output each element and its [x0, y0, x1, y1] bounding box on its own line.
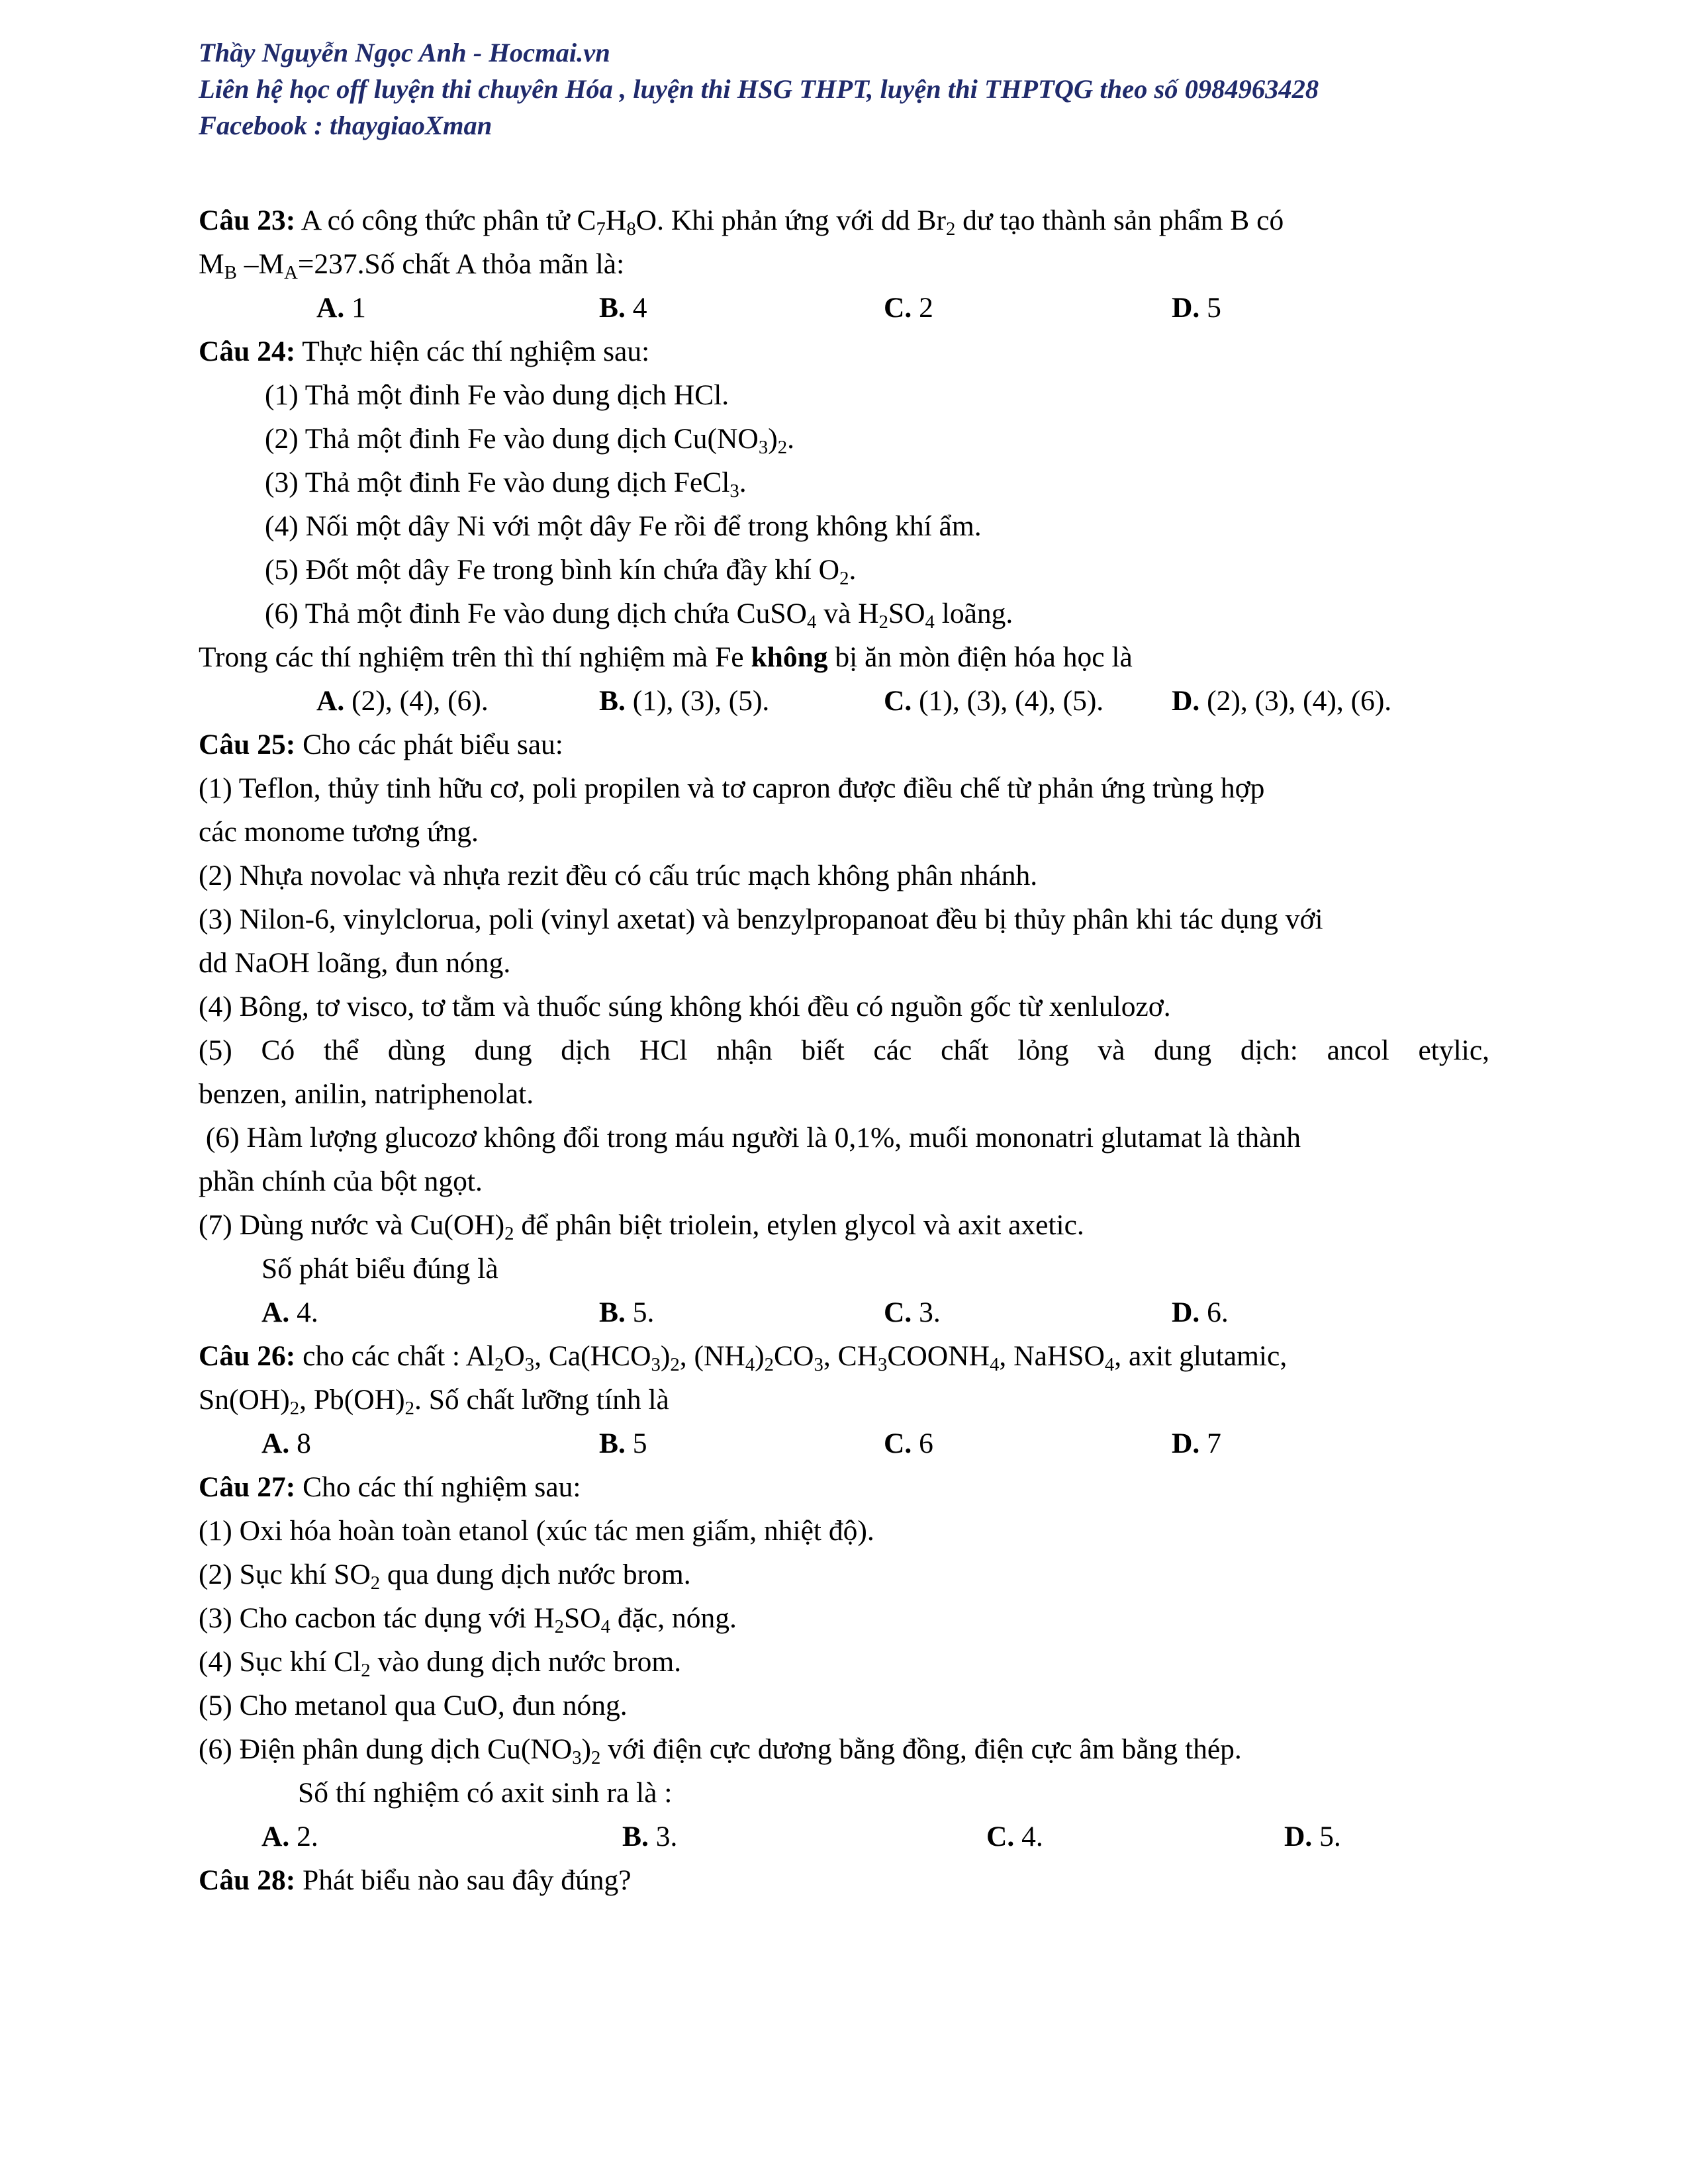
question-26-line-2: $Sn(OH)_2$, $Pb(OH)_2$. Số chất lưỡng tính là	[199, 1384, 669, 1420]
question-28-label: Câu 28:	[199, 1864, 296, 1896]
facebook-line: Facebook : thaygiaoXman	[199, 111, 492, 140]
option-b: B. 5	[599, 1428, 647, 1459]
statement-5: (5) Có thể dùng dung dịch HCl nhận biết các chất lỏng và dung dịch: ancol etylic,	[199, 1034, 1489, 1066]
experiment-5: (5) Đốt một dây Fe trong bình kín chứa đầy khí $O_2$.	[265, 554, 857, 590]
experiment-2: (2) Thả một đinh Fe vào dung dịch $Cu(NO_3)_2$.	[265, 423, 794, 459]
question-25-label: Câu 25:	[199, 729, 296, 760]
question-28-line: Câu 28: Phát biểu nào sau đây đúng?	[199, 1864, 632, 1896]
question-25-options	[199, 1291, 1489, 1334]
question-25-line: Câu 25: Cho các phát biểu sau:	[199, 729, 563, 760]
statement-3: (3) Nilon-6, vinylclorua, poli (vinyl axetat) và benzylpropanoat đều bị thủy phân khi tác dụng với	[199, 903, 1323, 935]
question-27-label: Câu 27:	[199, 1471, 296, 1503]
experiment-6: (6) Điện phân dung dịch $Cu(NO_3)_2$ với điện cực dương bằng đồng, điện cực âm bằng thép.	[199, 1733, 1242, 1769]
option-d: D. 7	[1172, 1428, 1221, 1459]
statement-1: (1) Teflon, thủy tinh hữu cơ, poli propilen và tơ capron được điều chế từ phản ứng trùng hợp	[199, 772, 1265, 804]
statement-2: (2) Nhựa novolac và nhựa rezit đều có cấu trúc mạch không phân nhánh.	[199, 860, 1038, 891]
document-body	[199, 199, 1489, 1902]
option-a: A. 2.	[261, 1821, 318, 1852]
question-24-prompt: Trong các thí nghiệm trên thì thí nghiệm mà Fe không bị ăn mòn điện hóa học là	[199, 641, 1133, 673]
option-c: C. 4.	[986, 1821, 1043, 1852]
option-a: A. 8	[261, 1428, 311, 1459]
question-26-line-1: Câu 26: cho các chất : $Al_2O_3$, $Ca(HCO_3)_2$, $(NH_4)_2CO_3$, $CH_3COONH_4$, NaHSO$_4$, axit glutamic,	[199, 1340, 1288, 1376]
option-d: D. 5.	[1284, 1821, 1341, 1852]
question-26-options	[199, 1422, 1489, 1465]
statement-4: (4) Bông, tơ visco, tơ tằm và thuốc súng không khói đều có nguồn gốc từ xenlulozơ.	[199, 991, 1171, 1023]
question-23-line-1: Câu 23: A có công thức phân tử $C_7H_8O$. Khi phản ứng với dd $Br_2$ dư tạo thành sản phẩm B có	[199, 205, 1284, 240]
option-a: A. 4.	[261, 1297, 318, 1328]
option-c: C. 6	[884, 1428, 933, 1459]
question-23-line-2: $M_B$ $-M_A=237.Số$ chất A thỏa mãn là:	[199, 248, 625, 284]
statement-7: (7) Dùng nước và $Cu(OH)_2$ để phân biệt triolein, etylen glycol và axit axetic.	[199, 1209, 1084, 1245]
experiment-4: (4) Sục khí $Cl_2$ vào dung dịch nước brom.	[199, 1646, 682, 1682]
option-c: C. 2	[884, 292, 933, 324]
page-header	[199, 34, 1556, 144]
question-23-label: Câu 23:	[199, 205, 296, 236]
experiment-5: (5) Cho metanol qua CuO, đun nóng.	[199, 1690, 628, 1721]
option-a: A. 1	[316, 292, 366, 324]
statement-6-cont: phần chính của bột ngọt.	[199, 1165, 483, 1197]
author-line: Thầy Nguyễn Ngọc Anh - Hocmai.vn	[199, 38, 610, 68]
option-c: C. (1), (3), (4), (5).	[884, 685, 1104, 717]
option-c: C. 3.	[884, 1297, 941, 1328]
question-27-prompt: Số thí nghiệm có axit sinh ra là :	[298, 1777, 673, 1809]
contact-line: Liên hệ học off luyện thi chuyên Hóa , luyện thi HSG THPT, luyện thi THPTQG theo số 0984963428	[199, 74, 1319, 104]
question-25-prompt: Số phát biểu đúng là	[261, 1253, 498, 1285]
experiment-1: (1) Thả một đinh Fe vào dung dịch HCl.	[265, 379, 729, 411]
question-27-line: Câu 27: Cho các thí nghiệm sau:	[199, 1471, 581, 1503]
experiment-2: (2) Sục khí $SO_2$ qua dung dịch nước brom.	[199, 1559, 691, 1594]
option-b: B. 5.	[599, 1297, 655, 1328]
statement-1-cont: các monome tương ứng.	[199, 816, 479, 848]
question-24-line: Câu 24: Thực hiện các thí nghiệm sau:	[199, 336, 650, 367]
statement-5-cont: benzen, anilin, natriphenolat.	[199, 1078, 534, 1110]
question-24-options	[199, 679, 1489, 723]
option-b: B. (1), (3), (5).	[599, 685, 770, 717]
option-b: B. 3.	[622, 1821, 678, 1852]
experiment-4: (4) Nối một dây Ni với một dây Fe rồi để trong không khí ẩm.	[265, 510, 982, 542]
question-27-options	[199, 1815, 1489, 1858]
option-b: B. 4	[599, 292, 647, 324]
question-24-label: Câu 24:	[199, 336, 296, 367]
option-d: D. (2), (3), (4), (6).	[1172, 685, 1392, 717]
question-26-label: Câu 26:	[199, 1340, 296, 1372]
statement-6: (6) Hàm lượng glucozơ không đổi trong máu người là 0,1%, muối mononatri glutamat là thành	[199, 1122, 1301, 1154]
option-d: D. 5	[1172, 292, 1221, 324]
option-a: A. (2), (4), (6).	[316, 685, 489, 717]
question-23-options	[199, 286, 1489, 330]
experiment-1: (1) Oxi hóa hoàn toàn etanol (xúc tác men giấm, nhiệt độ).	[199, 1515, 874, 1547]
experiment-6: (6) Thả một đinh Fe vào dung dịch chứa CuSO$_4$ và $H_2SO_4$ loãng.	[265, 598, 1013, 633]
experiment-3: (3) Thả một đinh Fe vào dung dịch FeCl$_3$.	[265, 467, 747, 502]
experiment-3: (3) Cho cacbon tác dụng với $H_2SO_4$ đặc, nóng.	[199, 1602, 737, 1638]
option-d: D. 6.	[1172, 1297, 1229, 1328]
statement-3-cont: dd NaOH loãng, đun nóng.	[199, 947, 511, 979]
